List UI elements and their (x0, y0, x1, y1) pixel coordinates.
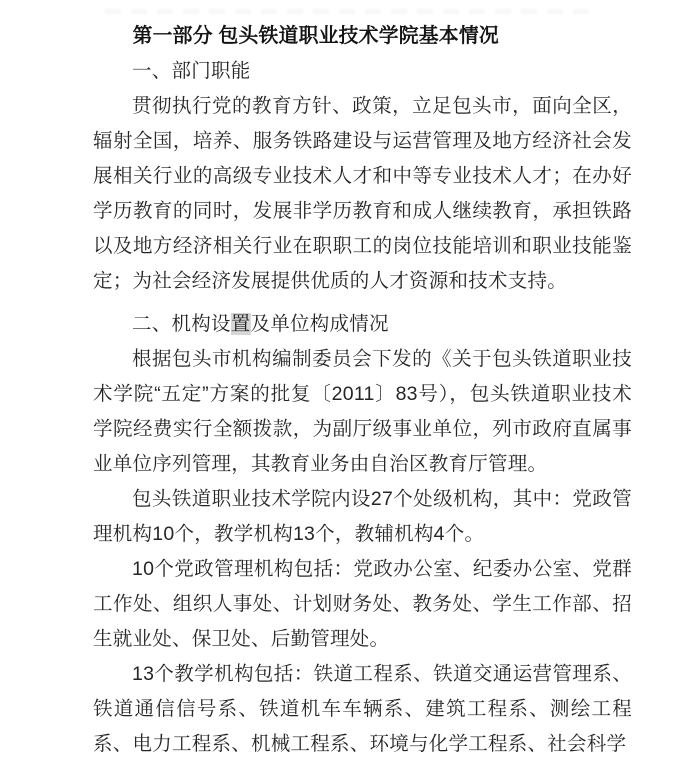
heading-text-post: 及单位构成情况 (250, 313, 389, 335)
cutoff-line-artifact (105, 9, 595, 14)
document-title: 第一部分 包头铁道职业技术学院基本情况 (132, 25, 499, 47)
section-heading-organization-structure (93, 307, 632, 342)
paragraph-department-functions: 贯彻执行党的教育方针、政策，立足包头市，面向全区，辐射全国，培养、服务铁路建设与运营管理及地方经济社会发展相关行业的高级专业技术人才和中等专业技术人才；在办好学历教育的同时，发展非学历教育和成人继续教育，承担铁路以及地方经济相关行业在职职工的岗位技能培训和职业技能鉴定；为社会经济发展提供优质的人才资源和技术支持。 (93, 95, 632, 292)
document-content (93, 19, 632, 762)
heading-text-pre: 二、机构设 (132, 313, 231, 335)
paragraph-org-counts: 包头铁道职业技术学院内设27个处级机构，其中：党政管理机构10个，教学机构13个，教辅机构4个。 (93, 488, 632, 545)
paragraph-teaching-organs: 13个教学机构包括：铁道工程系、铁道交通运营管理系、铁道通信信号系、铁道机车车辆系、建筑工程系、测绘工程系、电力工程系、机械工程系、环境与化学工程系、社会科学 (93, 663, 632, 755)
paragraph-approval-document: 根据包头市机构编制委员会下发的《关于包头铁道职业技术学院“五定”方案的批复〔2011〕83号），包头铁道职业技术学院经费实行全额拨款，为副厅级事业单位，列市政府直属事业单位序列管理，其教育业务由自治区教育厅管理。 (93, 348, 632, 475)
highlighted-character: 置 (230, 313, 251, 335)
paragraph-admin-organs: 10个党政管理机构包括：党政办公室、纪委办公室、党群工作处、组织人事处、计划财务处、教务处、学生工作部、招生就业处、保卫处、后勤管理处。 (93, 558, 632, 650)
section-heading-department-functions: 一、部门职能 (132, 60, 251, 82)
